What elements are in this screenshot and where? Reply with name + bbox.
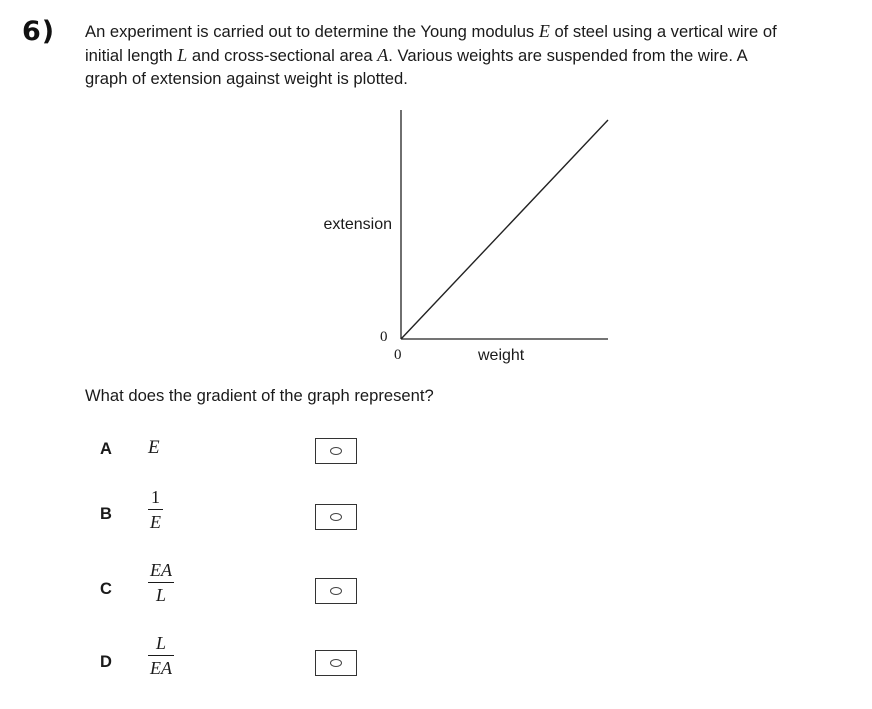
option-a-answer-box[interactable] — [315, 438, 357, 464]
variable-E: E — [538, 21, 550, 41]
x-origin-label: 0 — [394, 347, 402, 363]
circle-icon — [330, 513, 342, 521]
circle-icon — [330, 447, 342, 455]
option-c-numerator: EA — [150, 560, 172, 580]
option-d-denominator: EA — [150, 658, 172, 678]
option-c-letter: C — [100, 580, 112, 598]
question-number: 6) — [22, 16, 56, 47]
option-c-denominator: L — [155, 585, 166, 605]
y-axis-label: extension — [323, 216, 392, 233]
stem-line-3: graph of extension against weight is plotted. — [85, 69, 408, 88]
option-b-fraction — [148, 487, 163, 532]
circle-icon — [330, 659, 342, 667]
option-b-numerator: 1 — [151, 487, 160, 507]
series-line-0 — [401, 120, 608, 339]
option-c-fraction — [148, 560, 174, 605]
option-a-letter: A — [100, 440, 112, 458]
option-c-answer-box[interactable] — [315, 578, 357, 604]
option-a-expression: E — [148, 437, 160, 458]
stem-line-1: An experiment is carried out to determine the Young modulus E of steel using a vertical wire of — [85, 21, 777, 41]
option-d-answer-box[interactable] — [315, 650, 357, 676]
option-d-letter: D — [100, 653, 112, 671]
y-origin-label: 0 — [380, 329, 388, 345]
question-prompt: What does the gradient of the graph represent? — [85, 386, 434, 405]
variable-L: L — [177, 44, 188, 65]
option-b-denominator: E — [150, 512, 161, 532]
option-d-fraction — [148, 633, 174, 678]
option-c-fraction-bar — [148, 582, 174, 583]
x-axis-label: weight — [478, 347, 525, 364]
option-b-answer-box[interactable] — [315, 504, 357, 530]
stem-line-2: initial length L and cross-sectional area A. Various weights are suspended from the wire. A — [85, 44, 748, 65]
circle-icon — [330, 587, 342, 595]
option-b-fraction-bar — [148, 509, 163, 510]
option-d-numerator: L — [155, 633, 166, 653]
option-d-fraction-bar — [148, 655, 174, 656]
option-b-letter: B — [100, 505, 112, 523]
variable-A: A — [377, 44, 389, 65]
